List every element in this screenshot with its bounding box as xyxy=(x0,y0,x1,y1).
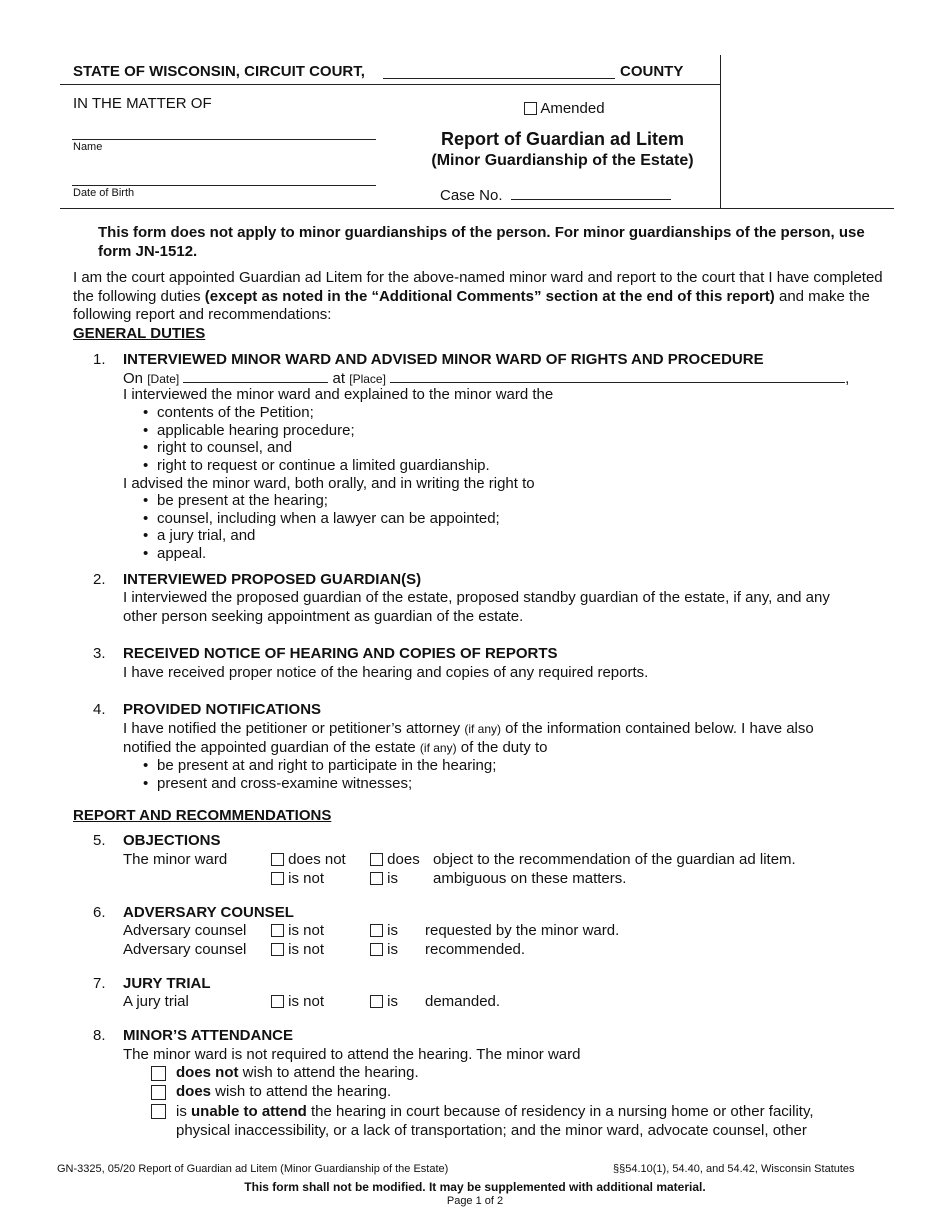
attend-does-not-checkbox[interactable] xyxy=(151,1066,166,1081)
intro-paragraph: I am the court appointed Guardian ad Litem for the above-named minor ward and report to the court that I have completed the following duties (except as noted in the “Additional Comments” section at the end of this report) and make the following report and recommendations: xyxy=(73,269,883,323)
list-item: • contents of the Petition; xyxy=(123,404,490,422)
section-5-text-1: object to the recommendation of the guardian ad litem. xyxy=(433,851,796,868)
list-item: • be present at and right to participate in the hearing; xyxy=(123,757,496,775)
checkbox[interactable] xyxy=(271,872,284,885)
footer-notice: This form shall not be modified. It may be supplemented with additional material. xyxy=(244,1180,706,1194)
section-6-number: 6. xyxy=(93,904,106,921)
section-2-text: I interviewed the proposed guardian of the estate, proposed standby guardian of the estate, if any, and any other person seeking appointment as guardian of the estate. xyxy=(123,589,830,625)
list-item: • a jury trial, and xyxy=(123,527,500,545)
unable-to-attend-checkbox[interactable] xyxy=(151,1104,166,1119)
notice-text: This form does not apply to minor guardianships of the person. For minor guardianships of the person, use form JN-1512. xyxy=(98,224,865,260)
place-label: [Place] xyxy=(349,372,386,386)
list-item: • right to request or continue a limited guardianship. xyxy=(123,457,490,475)
jury-is-option[interactable]: is xyxy=(370,993,398,1011)
checkbox[interactable] xyxy=(370,995,383,1008)
section-1-title: INTERVIEWED MINOR WARD AND ADVISED MINOR WARD OF RIGHTS AND PROCEDURE xyxy=(123,351,764,368)
amended-option[interactable] xyxy=(524,100,605,117)
section-6-text-2: recommended. xyxy=(425,941,526,958)
list-item: • right to counsel, and xyxy=(123,439,490,457)
footer-form-id: GN-3325, 05/20 Report of Guardian ad Litem (Minor Guardianship of the Estate) xyxy=(57,1163,449,1175)
checkbox[interactable] xyxy=(271,995,284,1008)
amended-label: Amended xyxy=(540,100,605,117)
section-5-title: OBJECTIONS xyxy=(123,832,221,849)
section-6-label-2: Adversary counsel xyxy=(123,941,247,958)
checkbox[interactable] xyxy=(370,853,383,866)
requested-is-option[interactable]: is xyxy=(370,922,398,940)
objection-does-not-option[interactable]: does not xyxy=(271,851,346,869)
checkbox[interactable] xyxy=(271,853,284,866)
section-1-bullets-2 xyxy=(123,492,500,562)
requested-is-not-option[interactable]: is not xyxy=(271,922,324,940)
in-the-matter-label: IN THE MATTER OF xyxy=(73,95,212,112)
checkbox[interactable] xyxy=(271,924,284,937)
footer-statutes: §§54.10(1), 54.40, and 54.42, Wisconsin Statutes xyxy=(613,1163,855,1175)
attend-does-text: does wish to attend the hearing. xyxy=(176,1083,392,1100)
section-2-title: INTERVIEWED PROPOSED GUARDIAN(S) xyxy=(123,571,422,588)
checkbox[interactable] xyxy=(370,924,383,937)
section-5-label: The minor ward xyxy=(123,851,228,868)
section-7-text: demanded. xyxy=(425,993,501,1010)
page-number: Page 1 of 2 xyxy=(446,1195,504,1207)
section-6-title: ADVERSARY COUNSEL xyxy=(123,904,294,921)
county-label: COUNTY xyxy=(620,63,684,80)
section-4-title: PROVIDED NOTIFICATIONS xyxy=(123,701,322,718)
section-5-number: 5. xyxy=(93,832,106,849)
section-1-bullets-1 xyxy=(123,404,490,474)
jury-is-not-option[interactable]: is not xyxy=(271,993,324,1011)
section-2-number: 2. xyxy=(93,571,106,588)
checkbox[interactable] xyxy=(271,943,284,956)
state-court-label: STATE OF WISCONSIN, CIRCUIT COURT, xyxy=(73,63,365,80)
checkbox[interactable] xyxy=(370,872,383,885)
page-subtitle: (Minor Guardianship of the Estate) xyxy=(431,152,694,169)
list-item: • counsel, including when a lawyer can be appointed; xyxy=(123,510,500,528)
recommended-is-not-option[interactable]: is not xyxy=(271,941,324,959)
section-1-line1: I interviewed the minor ward and explained to the minor ward the xyxy=(123,386,554,403)
ambiguous-is-not-option[interactable]: is not xyxy=(271,870,324,888)
section-8-number: 8. xyxy=(93,1027,106,1044)
section-1-number: 1. xyxy=(93,351,106,368)
section-3-title: RECEIVED NOTICE OF HEARING AND COPIES OF REPORTS xyxy=(123,645,558,662)
report-heading: REPORT AND RECOMMENDATIONS xyxy=(73,807,332,824)
section-8-title: MINOR’S ATTENDANCE xyxy=(123,1027,293,1044)
attend-does-checkbox[interactable] xyxy=(151,1085,166,1100)
case-no-label: Case No. xyxy=(440,187,503,204)
section-6-label-1: Adversary counsel xyxy=(123,922,247,939)
section-3-number: 3. xyxy=(93,645,106,662)
general-duties-heading: GENERAL DUTIES xyxy=(73,325,206,342)
list-item: • applicable hearing procedure; xyxy=(123,422,490,440)
list-item: • present and cross-examine witnesses; xyxy=(123,775,496,793)
section-4-number: 4. xyxy=(93,701,106,718)
unable-to-attend-text: is unable to attend the hearing in court because of residency in a nursing home or other facility, physical inaccessibility, or a lack of transportation; and the minor ward, advocate counsel, other xyxy=(176,1103,814,1139)
attend-does-not-text: does not wish to attend the hearing. xyxy=(176,1064,419,1081)
list-item: • appeal. xyxy=(123,545,500,563)
dob-label: Date of Birth xyxy=(73,187,135,199)
recommended-is-option[interactable]: is xyxy=(370,941,398,959)
checkbox[interactable] xyxy=(370,943,383,956)
page-title: Report of Guardian ad Litem xyxy=(440,129,685,149)
ambiguous-is-option[interactable]: is xyxy=(370,870,398,888)
date-field[interactable] xyxy=(183,382,328,383)
section-1-date-place: On [Date] at [Place] , xyxy=(123,370,850,387)
list-item: • be present at the hearing; xyxy=(123,492,500,510)
section-5-text-2: ambiguous on these matters. xyxy=(433,870,627,887)
section-6-text-1: requested by the minor ward. xyxy=(425,922,620,939)
case-number xyxy=(440,187,671,204)
county-field[interactable] xyxy=(383,78,615,79)
objection-does-option[interactable]: does xyxy=(370,851,420,869)
section-7-title: JURY TRIAL xyxy=(123,975,211,992)
section-4-bullets xyxy=(123,757,496,792)
section-8-intro: The minor ward is not required to attend the hearing. The minor ward xyxy=(123,1046,581,1063)
amended-checkbox[interactable] xyxy=(524,102,537,115)
section-1-line2: I advised the minor ward, both orally, and in writing the right to xyxy=(123,475,535,492)
name-field[interactable] xyxy=(72,139,376,140)
place-field[interactable] xyxy=(390,382,845,383)
dob-field[interactable] xyxy=(72,185,376,186)
case-no-field[interactable] xyxy=(511,199,671,200)
section-7-label: A jury trial xyxy=(123,993,189,1010)
name-label: Name xyxy=(73,141,103,153)
section-4-text: I have notified the petitioner or petitioner’s attorney (if any) of the information contained below. I have also notified the appointed guardian of the estate (if any) of the duty to xyxy=(123,720,814,756)
section-7-number: 7. xyxy=(93,975,106,992)
section-3-text: I have received proper notice of the hearing and copies of any required reports. xyxy=(123,664,649,681)
date-label: [Date] xyxy=(147,372,180,386)
